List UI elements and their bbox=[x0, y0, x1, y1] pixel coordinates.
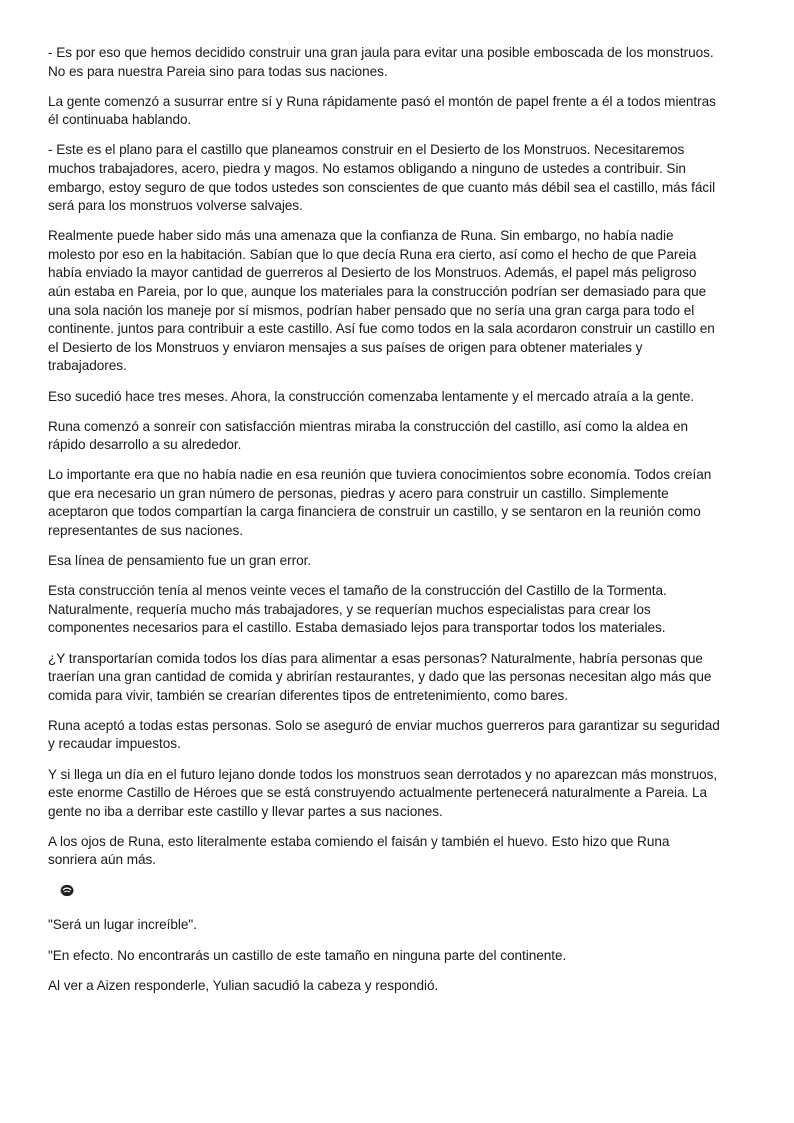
paragraph: Y si llega un día en el futuro lejano donde todos los monstruos sean derrotados y no aparezcan más monstruos, este enorme Castillo de Héroes que se está construyendo actualmente pertenecerá naturalmente a Pareia. La gente no iba a derribar este castillo y llevar partes a sus naciones. bbox=[48, 766, 718, 819]
paragraph: Runa aceptó a todas estas personas. Solo se aseguró de enviar muchos guerreros para garantizar su seguridad y recaudar impuestos. bbox=[48, 717, 720, 752]
paragraph: Al ver a Aizen responderle, Yulian sacudió la cabeza y respondió. bbox=[48, 977, 439, 993]
paragraph: Realmente puede haber sido más una amenaza que la confianza de Runa. Sin embargo, no había nadie molesto por eso en la habitación. Sabían que lo que decía Runa era cierto, así como el hecho de que Pareia había enviado la mayor cantidad de guerreros al Desierto de los Monstruos. Además, el papel más peligroso aún estaba en Pareia, por lo que, aunque los materiales para la construcción podrían ser demasiado para que una sola nación los maneje por sí mismos, podrían haber pensado que no sería una gran carga para todo el continente. juntos para contribuir a este castillo. Así fue como todos en la sala acordaron construir un castillo en el Desierto de los Monstruos y enviaron mensajes a sus países de origen para obtener materiales y trabajadores. bbox=[48, 228, 715, 374]
dialogue-line: "En efecto. No encontrarás un castillo de este tamaño en ninguna parte del continente. bbox=[48, 947, 567, 963]
scribble-icon bbox=[58, 881, 76, 899]
paragraph: - Este es el plano para el castillo que planeamos construir en el Desierto de los Monstruos. Necesitaremos muchos trabajadores, acero, piedra y magos. No estamos obligando a ninguno de ustedes a contribuir. Sin embargo, estoy seguro de que todos ustedes son conscientes de que cuanto más débil sea el castillo, más fácil será para los monstruos volverse salvajes. bbox=[48, 142, 716, 214]
document-page bbox=[48, 44, 748, 1007]
dialogue-line: "Será un lugar increíble". bbox=[48, 917, 197, 933]
paragraph: Esta construcción tenía al menos veinte veces el tamaño de la construcción del Castillo de la Tormenta. Naturalmente, requería mucho más trabajadores, y se requerían muchos especialistas para crear los componentes necesarios para el castillo. Estaba demasiado lejos para transportar todos los materiales. bbox=[48, 583, 667, 636]
paragraph: A los ojos de Runa, esto literalmente estaba comiendo el faisán y también el huevo. Esto hizo que Runa sonriera aún más. bbox=[48, 833, 670, 868]
paragraph: Esa línea de pensamiento fue un gran error. bbox=[48, 553, 312, 569]
paragraph: ¿Y transportarían comida todos los días para alimentar a esas personas? Naturalmente, habría personas que traerían una gran cantidad de comida y abrirían restaurantes, y dado que las personas necesitan algo más que comida para vivir, también se crearían diferentes tipos de entretenimiento, como bares. bbox=[48, 650, 712, 703]
paragraph: La gente comenzó a susurrar entre sí y Runa rápidamente pasó el montón de papel frente a él a todos mientras él continuaba hablando. bbox=[48, 93, 716, 128]
paragraph: Lo importante era que no había nadie en esa reunión que tuviera conocimientos sobre economía. Todos creían que era necesario un gran número de personas, piedras y acero para construir un castillo. Simplemente aceptaron que todos compartían la carga financiera de construir un castillo, y se sentaron en la reunión como representantes de sus naciones. bbox=[48, 467, 712, 539]
paragraph: - Es por eso que hemos decidido construir una gran jaula para evitar una posible emboscada de los monstruos. No es para nuestra Pareia sino para todas sus naciones. bbox=[48, 45, 714, 79]
paragraph: Runa comenzó a sonreír con satisfacción mientras miraba la construcción del castillo, así como la aldea en rápido desarrollo a su alrededor. bbox=[48, 418, 688, 453]
paragraph: Eso sucedió hace tres meses. Ahora, la construcción comenzaba lentamente y el mercado atraía a la gente. bbox=[48, 388, 695, 404]
